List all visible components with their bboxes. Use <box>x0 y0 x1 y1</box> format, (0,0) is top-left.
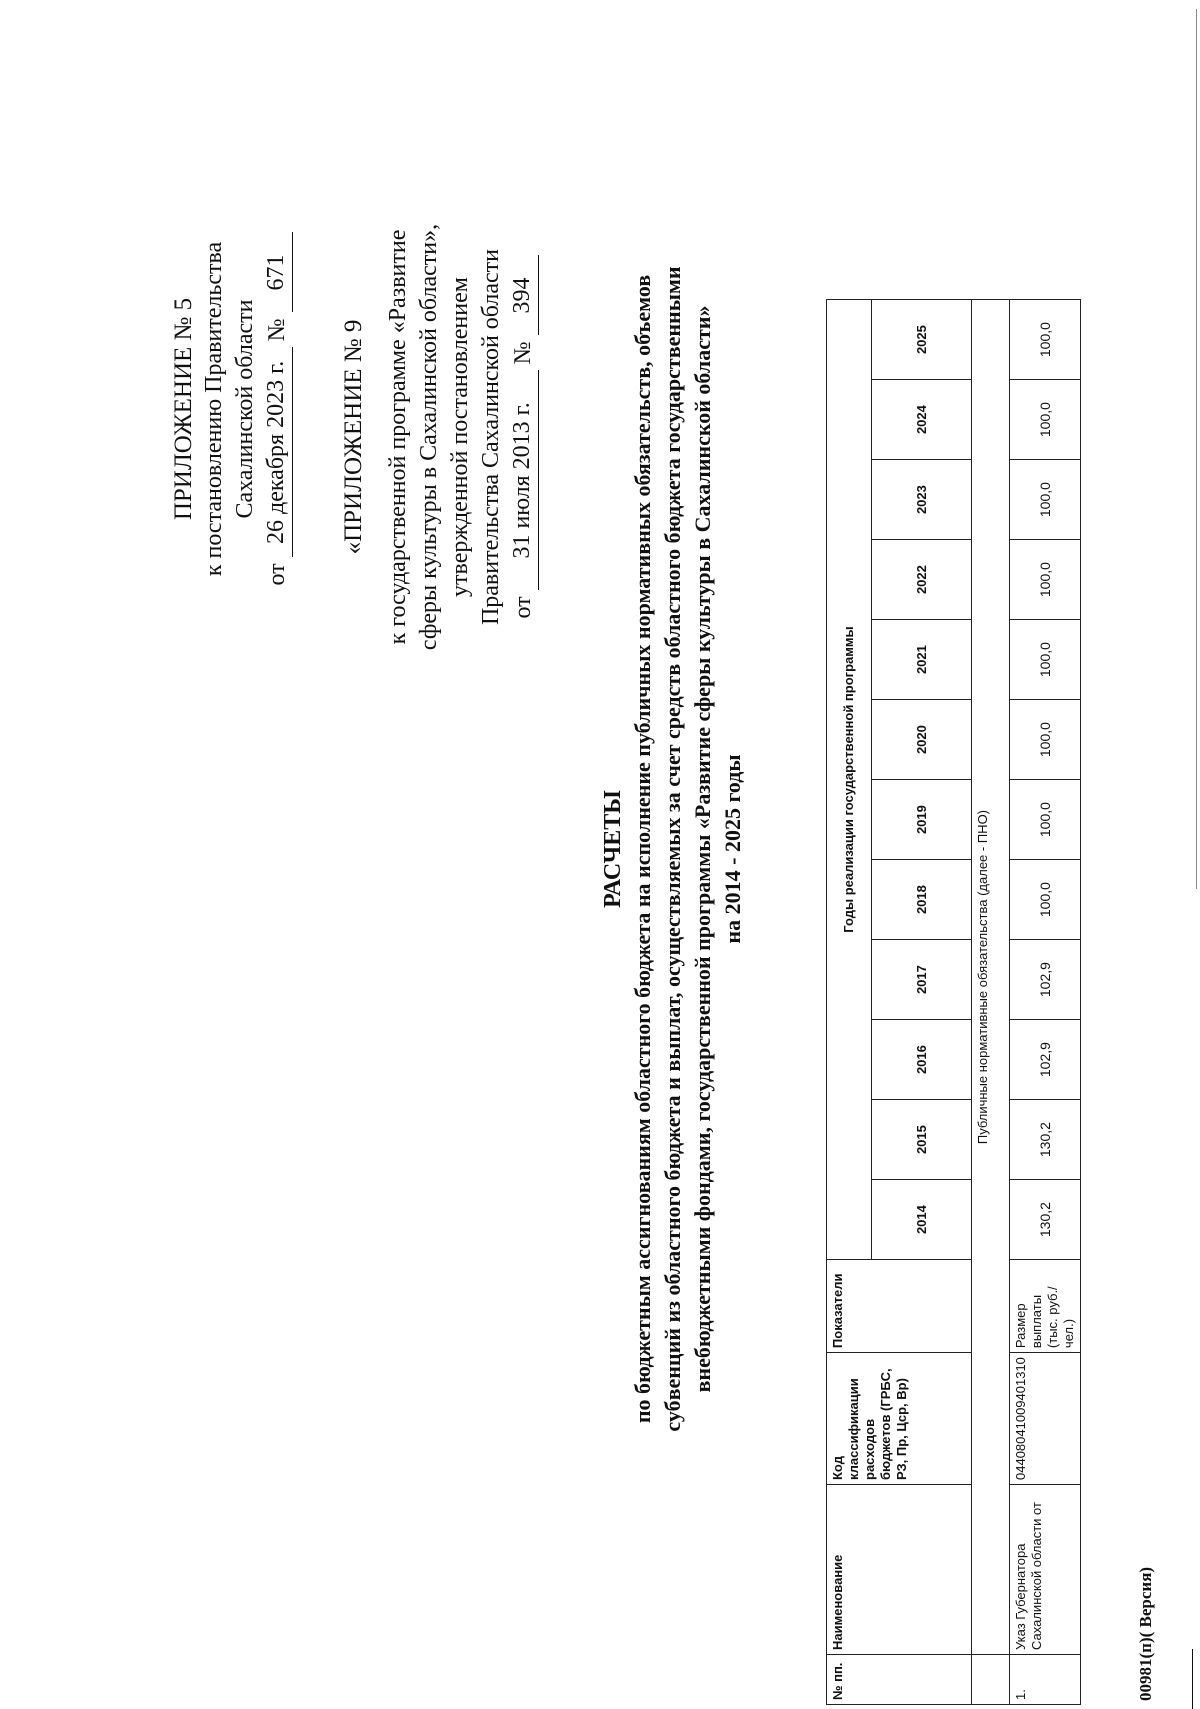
row-value: 100,0 <box>1010 860 1081 940</box>
appendix-5-title: ПРИЛОЖЕНИЕ № 5 <box>170 297 197 521</box>
document-subtitle-line3: внебюджетными фондами, государственной программы «Развитие сферы культуры в Сахалинской области» <box>690 305 715 1393</box>
row-value: 100,0 <box>1010 300 1081 380</box>
row-value: 100,0 <box>1010 460 1081 540</box>
row-value: 100,0 <box>1010 380 1081 460</box>
appendix-9-block <box>338 217 539 657</box>
header-year: 2016 <box>872 1020 972 1100</box>
from-label: от <box>264 563 290 586</box>
appendix-5-line2: Сахалинской области <box>232 299 258 519</box>
appendix-9-line2: сферы культуры в Сахалинской области», <box>416 223 442 651</box>
appendix-9-line1: к государственной программе «Развитие <box>385 229 411 645</box>
number-label: № <box>264 318 290 342</box>
row-num: 1. <box>1010 1655 1081 1705</box>
section-row <box>972 300 1010 1705</box>
header-year: 2021 <box>872 620 972 700</box>
row-value: 100,0 <box>1010 700 1081 780</box>
document-subtitle-line1: по бюджетным ассигнованиям областного бюджета на исполнение публичных нормативных обязательств, объемов <box>630 274 655 1424</box>
appendix-9-date: 31 июля 2013 г. <box>507 370 539 590</box>
row-value: 130,2 <box>1010 1180 1081 1260</box>
appendix-5-date-line <box>261 194 293 624</box>
header-years-group: Годы реализации государственной программы <box>827 300 872 1260</box>
document-title-block <box>598 229 748 1469</box>
header-year: 2017 <box>872 940 972 1020</box>
document-subtitle-line2: субвенций из областного бюджета и выплат, осуществляемых за счет средств областного бюджета государственными <box>660 266 685 1432</box>
from-label: от <box>510 596 536 619</box>
appendix-9-title: «ПРИЛОЖЕНИЕ № 9 <box>340 319 367 555</box>
number-label: № <box>510 341 536 365</box>
appendix-5-line1: к постановлению Правительства <box>201 241 227 577</box>
table-header-row <box>827 300 872 1705</box>
appendix-5-block <box>168 194 293 624</box>
header-year: 2015 <box>872 1100 972 1180</box>
header-year: 2024 <box>872 380 972 460</box>
row-value: 102,9 <box>1010 1020 1081 1100</box>
header-num: № пп. <box>827 1655 972 1705</box>
document-heading: РАСЧЕТЫ <box>600 790 626 908</box>
appendix-9-line4: Правительства Сахалинской области <box>478 248 504 626</box>
section-label: Публичные нормативные обязательства (далее - ПНО) <box>972 300 1010 1655</box>
appendix-5-date: 26 декабря 2023 г. <box>261 347 293 557</box>
document-version-code: 00981(п)( Версия) <box>1136 1566 1155 1701</box>
appendix-9-line3: утвержденной постановлением <box>447 277 473 597</box>
calculations-table <box>826 299 1081 1705</box>
header-year: 2018 <box>872 860 972 940</box>
row-value: 100,0 <box>1010 540 1081 620</box>
calculations-table-wrap <box>826 299 1081 1705</box>
scan-edge-line <box>1196 9 1197 889</box>
row-indicator: Размер выплаты (тыс. руб./чел.) <box>1010 1260 1081 1353</box>
header-year: 2025 <box>872 300 972 380</box>
header-year: 2022 <box>872 540 972 620</box>
header-year: 2019 <box>872 780 972 860</box>
row-code: 04408041009401310 <box>1010 1353 1081 1485</box>
appendix-5-number: 671 <box>261 232 293 312</box>
header-year: 2020 <box>872 700 972 780</box>
row-value: 100,0 <box>1010 620 1081 700</box>
appendix-9-number: 394 <box>507 255 539 335</box>
row-value: 100,0 <box>1010 780 1081 860</box>
header-year: 2014 <box>872 1180 972 1260</box>
row-value: 130,2 <box>1010 1100 1081 1180</box>
table-row <box>1010 300 1081 1705</box>
header-year: 2023 <box>872 460 972 540</box>
appendix-9-date-line <box>507 217 539 657</box>
header-indicator: Показатели <box>827 1260 972 1353</box>
row-value: 102,9 <box>1010 940 1081 1020</box>
scan-edge-line <box>1192 1649 1193 1709</box>
header-code: Код классификации расходов бюджетов (ГРБС, РЗ, Пр, Цср, Вр) <box>827 1353 972 1485</box>
header-name: Наименование <box>827 1485 972 1655</box>
document-subtitle-line4: на 2014 - 2025 годы <box>720 754 745 944</box>
row-name: Указ Губернатора Сахалинской области от <box>1010 1485 1081 1655</box>
